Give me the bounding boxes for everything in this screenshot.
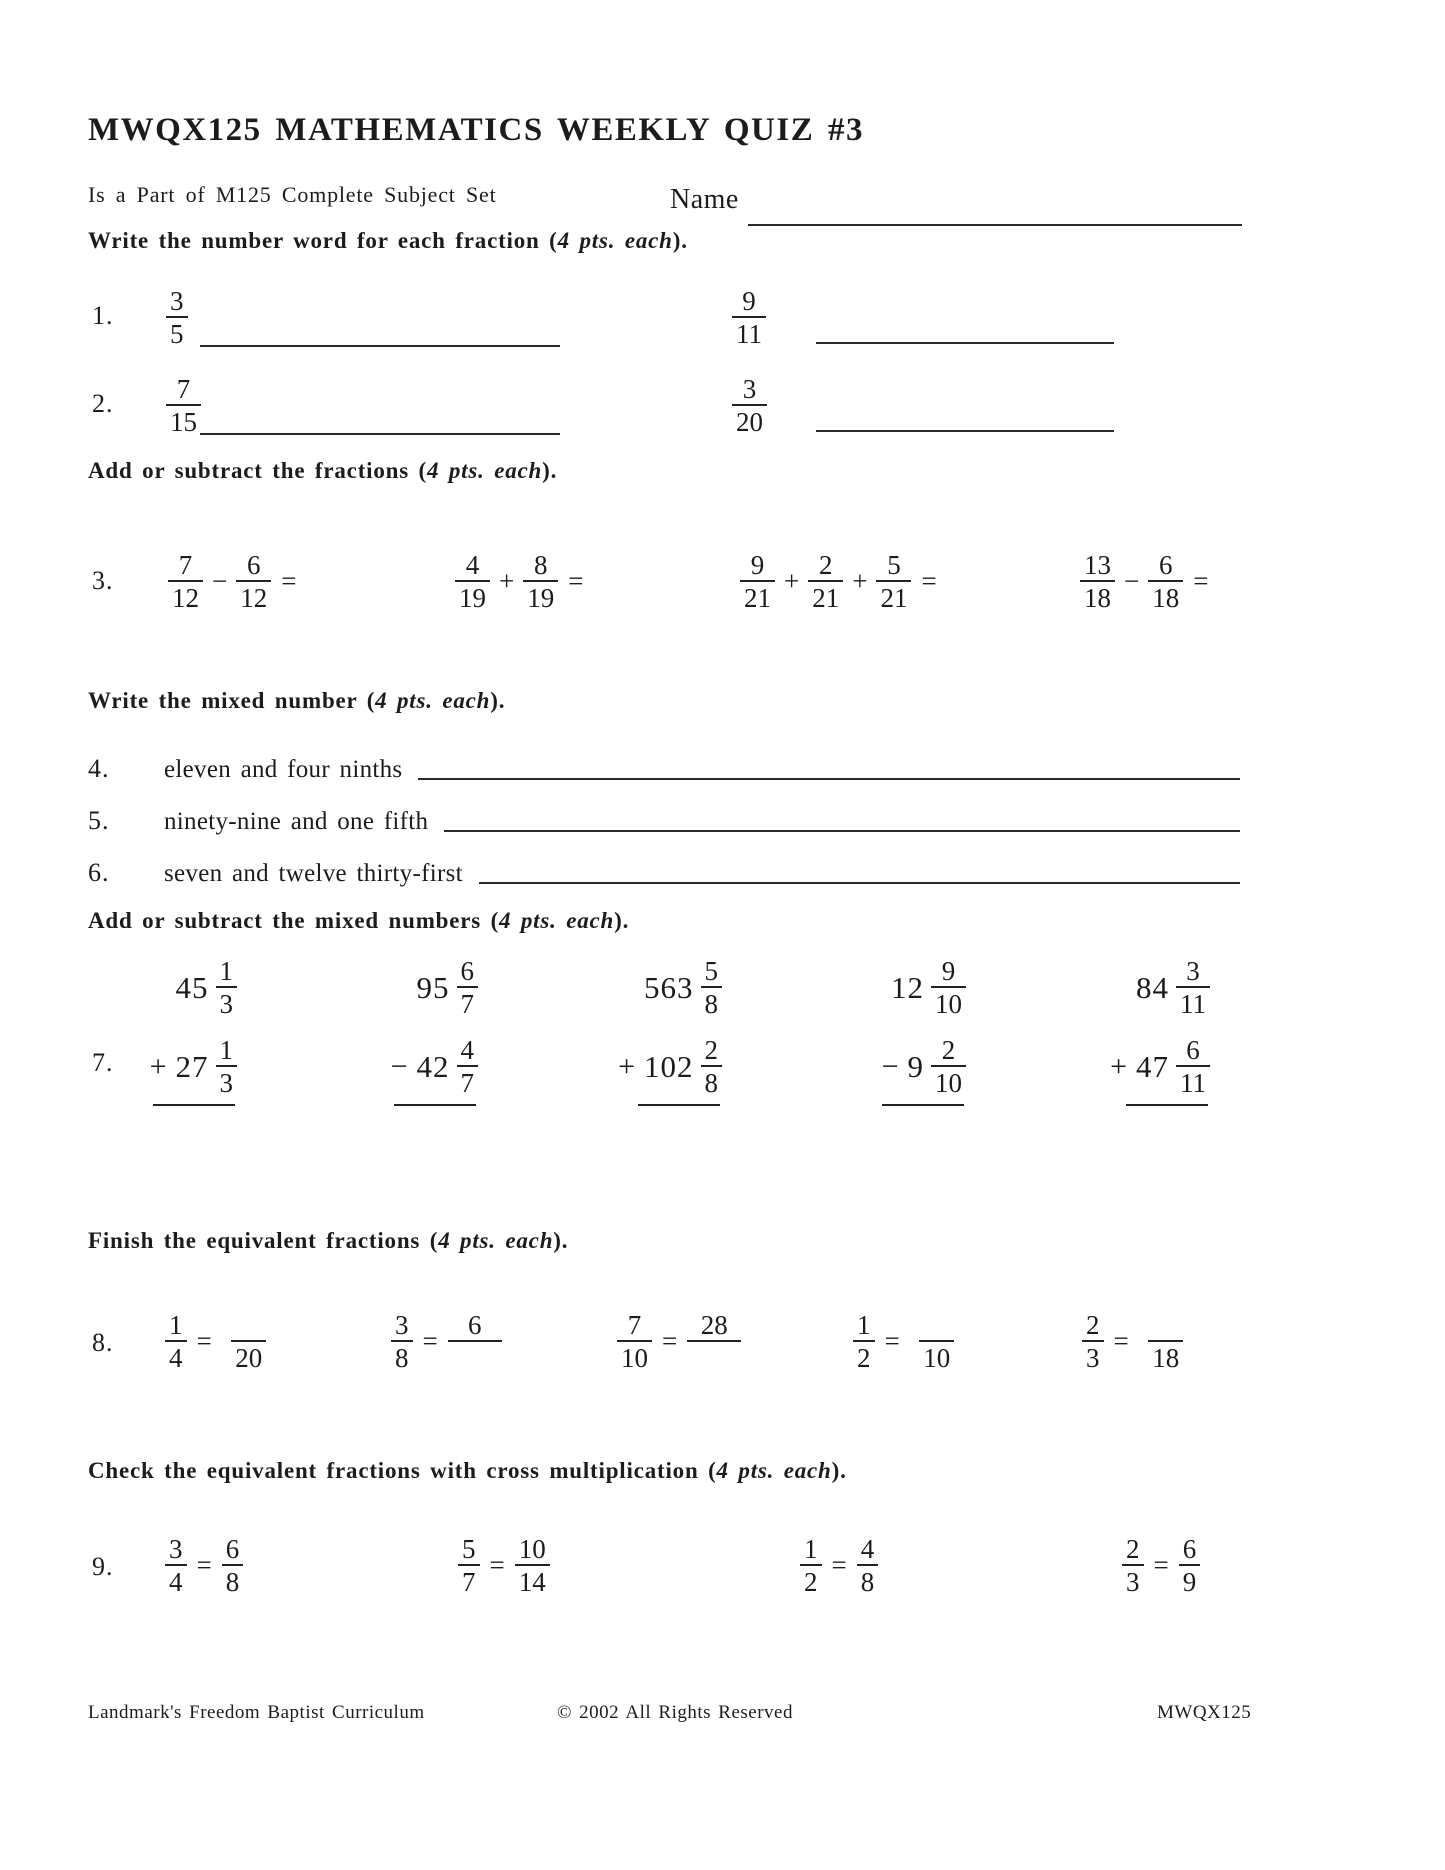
blank-numerator[interactable] xyxy=(222,1310,276,1340)
fraction-denominator: 15 xyxy=(166,404,201,437)
fraction-numerator: 7 xyxy=(176,374,191,404)
question-number: 4. xyxy=(88,754,110,783)
fraction: $\frac{1}{2}$ xyxy=(800,1534,822,1597)
question-number: 7. xyxy=(92,1048,114,1077)
mixed-number-problem xyxy=(1020,956,1210,1106)
cross-multiplication-problem xyxy=(458,1534,550,1597)
question-3 xyxy=(88,550,1388,614)
fraction-problem xyxy=(1080,550,1208,613)
equals-sign: = xyxy=(662,1326,678,1356)
question-6 xyxy=(88,858,1240,888)
fraction: $\frac{4}{8}$ xyxy=(857,1534,879,1597)
cross-multiplication-problem xyxy=(800,1534,878,1597)
question-number: 5. xyxy=(88,806,110,835)
equals-sign: = xyxy=(1153,1550,1169,1580)
sum-line xyxy=(153,1104,235,1106)
fraction: 13 18 xyxy=(1080,550,1115,613)
mixed-number: 12 9 10 xyxy=(891,956,966,1019)
sum-line xyxy=(394,1104,476,1106)
mixed-number: 95 6 7 xyxy=(417,956,479,1019)
plus-operator: + xyxy=(149,1049,167,1083)
fraction-problem xyxy=(455,550,583,613)
fraction: 6 xyxy=(448,1310,502,1373)
mixed-number-problem xyxy=(776,956,966,1106)
answer-line[interactable] xyxy=(816,430,1114,432)
fraction-problem xyxy=(740,550,937,613)
footer-code: MWQX125 xyxy=(1157,1702,1252,1723)
equivalent-fraction-problem xyxy=(617,1310,741,1373)
mixed-number: + 27 1 3 xyxy=(150,1035,237,1098)
mixed-number: + 47 6 11 xyxy=(1110,1035,1210,1098)
fraction: $\frac{6}{9}$ xyxy=(1179,1534,1201,1597)
subtitle: Is a Part of M125 Complete Subject Set xyxy=(88,182,497,207)
plus-operator: + xyxy=(618,1049,635,1083)
plus-operator: + xyxy=(852,566,868,596)
minus-operator: − xyxy=(212,566,228,596)
fraction: $\frac{1}{2}$ xyxy=(853,1310,875,1373)
equals-sign: = xyxy=(831,1550,847,1580)
fraction: 4 7 xyxy=(457,1035,479,1098)
fraction: 9 21 xyxy=(740,550,775,613)
fraction: $\frac{1}{4}$ xyxy=(165,1310,187,1373)
mixed-number: − 42 4 7 xyxy=(391,1035,478,1098)
blank-denominator[interactable] xyxy=(448,1340,502,1373)
sum-line xyxy=(638,1104,720,1106)
minus-operator: − xyxy=(881,1049,899,1083)
sum-line xyxy=(1126,1104,1208,1106)
cross-multiplication-problem xyxy=(1122,1534,1200,1597)
equals-sign: = xyxy=(884,1326,900,1356)
fraction: 2 8 xyxy=(701,1035,723,1098)
question-8 xyxy=(0,1310,1445,1380)
fraction xyxy=(166,374,201,437)
page-title: MWQX125 MATHEMATICS WEEKLY QUIZ #3 xyxy=(88,112,864,148)
fraction: 2 10 xyxy=(931,1035,966,1098)
section-heading-add-subtract-fractions: Add or subtract the fractions (4 pts. each). xyxy=(88,458,558,483)
question-1 xyxy=(88,286,1240,350)
fraction: 20 xyxy=(222,1310,276,1373)
fraction: 4 19 xyxy=(455,550,490,613)
question-number: 8. xyxy=(92,1328,114,1357)
fraction: 10 xyxy=(910,1310,964,1373)
cross-multiplication-problem xyxy=(165,1534,243,1597)
answer-line[interactable] xyxy=(816,342,1114,344)
minus-operator: − xyxy=(1124,566,1140,596)
fraction: $\frac{6}{12}$ xyxy=(236,550,271,613)
question-number: 9. xyxy=(92,1552,114,1581)
fraction: $\frac{3}{8}$ xyxy=(391,1310,413,1373)
mixed-number-problem xyxy=(532,956,722,1106)
question-7 xyxy=(0,956,1445,1116)
fraction: 1 3 xyxy=(216,1035,238,1098)
fraction: $\frac{2}{3}$ xyxy=(1082,1310,1104,1373)
minus-operator: − xyxy=(390,1049,408,1083)
fraction: 9 10 xyxy=(931,956,966,1019)
section-heading-number-word: Write the number word for each fraction (4 pts. each). xyxy=(88,228,688,253)
plus-operator: + xyxy=(499,566,515,596)
fraction: $\frac{5}{21}$ xyxy=(876,550,911,613)
fraction-problem xyxy=(168,550,296,613)
mixed-number: 45 1 3 xyxy=(176,956,238,1019)
question-number: 2. xyxy=(92,389,114,418)
name-answer-line[interactable] xyxy=(748,224,1242,226)
fraction xyxy=(166,286,188,349)
fraction: 1 3 xyxy=(216,956,238,1019)
question-5 xyxy=(88,806,1240,836)
section-heading-mixed-number: Write the mixed number (4 pts. each). xyxy=(88,688,506,713)
fraction: $\frac{10}{14}$ xyxy=(515,1534,550,1597)
answer-line[interactable] xyxy=(479,882,1240,884)
equivalent-fraction-problem xyxy=(1082,1310,1193,1373)
question-number: 3. xyxy=(92,566,114,595)
fraction-numerator: 9 xyxy=(742,286,756,316)
mixed-number: 84 3 11 xyxy=(1136,956,1210,1019)
fraction: $\frac{2}{3}$ xyxy=(1122,1534,1144,1597)
equals-sign: = xyxy=(921,566,937,596)
answer-line[interactable] xyxy=(444,830,1240,832)
fraction-numerator: 3 xyxy=(742,374,757,404)
equals-sign: = xyxy=(196,1326,212,1356)
number-word-text: ninety-nine and one fifth xyxy=(164,808,429,835)
fraction: 5 8 xyxy=(701,956,723,1019)
fraction: $\frac{7}{10}$ xyxy=(617,1310,652,1373)
fraction: 18 xyxy=(1139,1310,1193,1373)
blank-numerator[interactable] xyxy=(910,1310,964,1340)
equals-sign: = xyxy=(1193,566,1209,596)
question-4 xyxy=(88,754,1240,784)
fraction-numerator: 3 xyxy=(170,286,184,316)
fraction-denominator: 11 xyxy=(732,316,766,349)
fraction: $\frac{3}{4}$ xyxy=(165,1534,187,1597)
equals-sign: = xyxy=(489,1550,505,1580)
sum-line xyxy=(882,1104,964,1106)
mixed-number: − 9 2 10 xyxy=(882,1035,966,1098)
number-word-text: seven and twelve thirty-first xyxy=(164,860,463,887)
answer-line[interactable] xyxy=(200,433,560,435)
question-9 xyxy=(0,1534,1445,1604)
equivalent-fraction-problem xyxy=(391,1310,502,1373)
number-word-text: eleven and four ninths xyxy=(164,756,403,783)
section-heading-finish-equivalent: Finish the equivalent fractions (4 pts. each). xyxy=(88,1228,569,1253)
footer-publisher: Landmark's Freedom Baptist Curriculum xyxy=(88,1702,425,1723)
fraction: $\frac{6}{8}$ xyxy=(222,1534,244,1597)
mixed-number: 563 5 8 xyxy=(644,956,722,1019)
fraction: 7 12 xyxy=(168,550,203,613)
equals-sign: = xyxy=(422,1326,438,1356)
fraction: 28 xyxy=(687,1310,741,1373)
fraction-denominator: 20 xyxy=(732,404,767,437)
fraction: $\frac{5}{7}$ xyxy=(458,1534,480,1597)
fraction: $\frac{6}{18}$ xyxy=(1148,550,1183,613)
blank-numerator[interactable] xyxy=(1139,1310,1193,1340)
mixed-number-problem xyxy=(288,956,478,1106)
footer-copyright: © 2002 All Rights Reserved xyxy=(557,1702,793,1723)
equals-sign: = xyxy=(281,566,297,596)
plus-operator: + xyxy=(1110,1049,1127,1083)
blank-denominator[interactable] xyxy=(687,1340,741,1373)
question-number: 1. xyxy=(92,301,114,330)
answer-line[interactable] xyxy=(418,778,1240,780)
equals-sign: = xyxy=(568,566,584,596)
equivalent-fraction-problem xyxy=(853,1310,964,1373)
section-heading-add-subtract-mixed: Add or subtract the mixed numbers (4 pts. each). xyxy=(88,908,630,933)
fraction: $\frac{8}{19}$ xyxy=(523,550,558,613)
answer-line[interactable] xyxy=(200,345,560,347)
equivalent-fraction-problem xyxy=(165,1310,276,1373)
mixed-number-problem xyxy=(47,956,237,1106)
fraction: 6 7 xyxy=(457,956,479,1019)
mixed-number: + 102 2 8 xyxy=(618,1035,722,1098)
plus-operator: + xyxy=(784,566,800,596)
fraction: $\frac{2}{21}$ xyxy=(808,550,843,613)
section-heading-cross-multiplication: Check the equivalent fractions with cross multiplication (4 pts. each). xyxy=(88,1458,847,1483)
equals-sign: = xyxy=(1113,1326,1129,1356)
fraction-denominator: 5 xyxy=(166,316,188,349)
fraction xyxy=(732,374,767,437)
equals-sign: = xyxy=(196,1550,212,1580)
question-2 xyxy=(88,374,1240,438)
name-label: Name xyxy=(670,184,739,215)
fraction xyxy=(732,286,766,349)
fraction: 3 11 xyxy=(1176,956,1210,1019)
fraction: 6 11 xyxy=(1176,1035,1210,1098)
question-number: 6. xyxy=(88,858,110,887)
